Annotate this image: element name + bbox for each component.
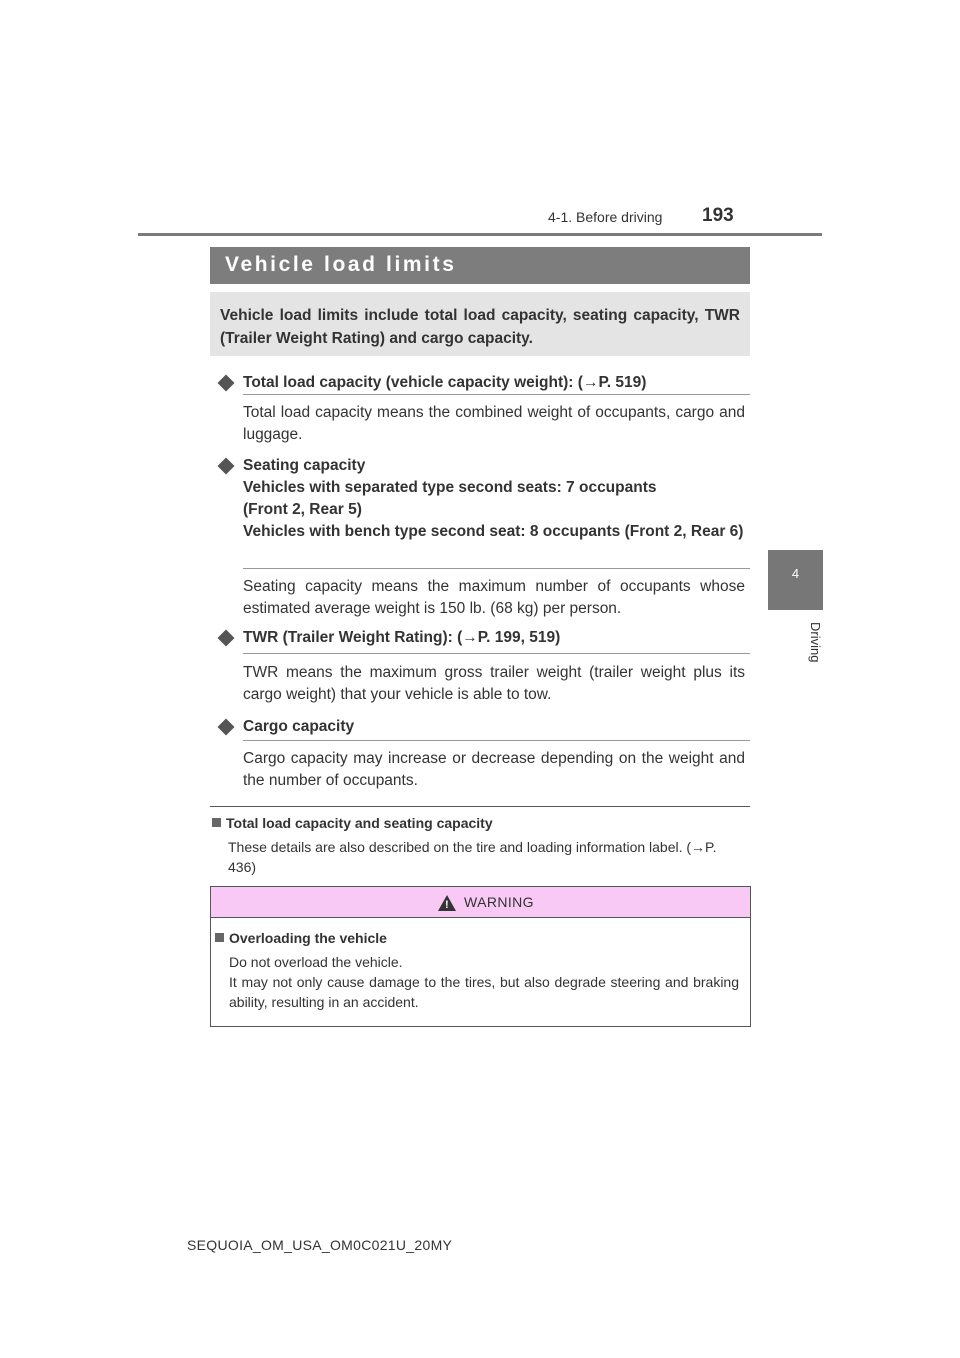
item-rule	[243, 394, 750, 395]
item-body: TWR means the maximum gross trailer weight (trailer weight plus its cargo weight) that your vehicle is able to tow.	[243, 664, 745, 703]
item-rule	[243, 740, 750, 741]
item-heading-text: Cargo capacity	[243, 718, 355, 735]
item-heading-text: Total load capacity (vehicle capacity weight): (→P. 519)	[243, 374, 647, 391]
item-body: Cargo capacity may increase or decrease depending on the weight and the number of occupants.	[243, 750, 745, 789]
item-heading-line: Vehicles with bench type second seat: 8 occupants (Front 2, Rear 6)	[243, 523, 744, 540]
intro-box	[210, 292, 750, 356]
item-heading-line: Vehicles with separated type second seats: 7 occupants	[243, 479, 657, 496]
chapter-label: Driving	[808, 622, 823, 663]
footer-doc-id: SEQUOIA_OM_USA_OM0C021U_20MY	[187, 1237, 453, 1253]
page-title: Vehicle load limits	[225, 253, 457, 276]
header-rule	[138, 233, 822, 236]
page-number: 193	[702, 205, 734, 226]
chapter-tab[interactable]: 4	[768, 550, 823, 610]
warning-body	[229, 952, 739, 1012]
note-heading-text: Total load capacity and seating capacity	[226, 815, 493, 831]
square-bullet-icon	[215, 933, 224, 942]
item-heading	[218, 716, 750, 738]
item-heading-text: TWR (Trailer Weight Rating): (→P. 199, 519)	[243, 629, 561, 646]
warning-line: Do not overload the vehicle.	[229, 954, 403, 970]
diamond-bullet-icon	[218, 719, 235, 736]
title-bar	[210, 247, 750, 284]
warning-header	[211, 887, 750, 918]
diamond-bullet-icon	[218, 458, 235, 475]
square-bullet-icon	[212, 818, 221, 827]
warning-subheading-text: Overloading the vehicle	[229, 930, 387, 946]
item-body: Seating capacity means the maximum number of occupants whose estimated average weight is 150 lb. (68 kg) per person.	[243, 578, 745, 617]
diamond-bullet-icon	[218, 375, 235, 392]
item-rule	[243, 653, 750, 654]
warning-box	[210, 886, 751, 1027]
item-rule	[243, 568, 750, 569]
item-heading-line: (Front 2, Rear 5)	[243, 501, 362, 518]
warning-label: WARNING	[464, 894, 534, 910]
item-heading	[218, 455, 750, 543]
section-reference: 4-1. Before driving	[548, 209, 663, 225]
item-total-load-capacity	[218, 372, 750, 443]
item-twr	[218, 627, 750, 703]
warning-subheading	[215, 930, 387, 946]
item-heading-line: Seating capacity	[243, 457, 366, 474]
item-body: Total load capacity means the combined weight of occupants, cargo and luggage.	[243, 404, 745, 443]
diamond-bullet-icon	[218, 630, 235, 647]
item-heading	[218, 627, 750, 649]
intro-text: Vehicle load limits include total load capacity, seating capacity, TWR (Trailer Weight Rating) and cargo capacity.	[220, 307, 740, 347]
item-cargo-capacity	[218, 716, 750, 789]
item-seating-capacity	[218, 455, 750, 617]
item-heading	[218, 372, 750, 394]
warning-line: It may not only cause damage to the tires, but also degrade steering and braking ability, resulting in an accident.	[229, 974, 739, 1010]
note-rule	[210, 806, 750, 807]
note-heading	[212, 815, 493, 831]
warning-triangle-icon: !	[438, 895, 456, 911]
note-body: These details are also described on the tire and loading information label. (→P. 436)	[228, 839, 717, 875]
